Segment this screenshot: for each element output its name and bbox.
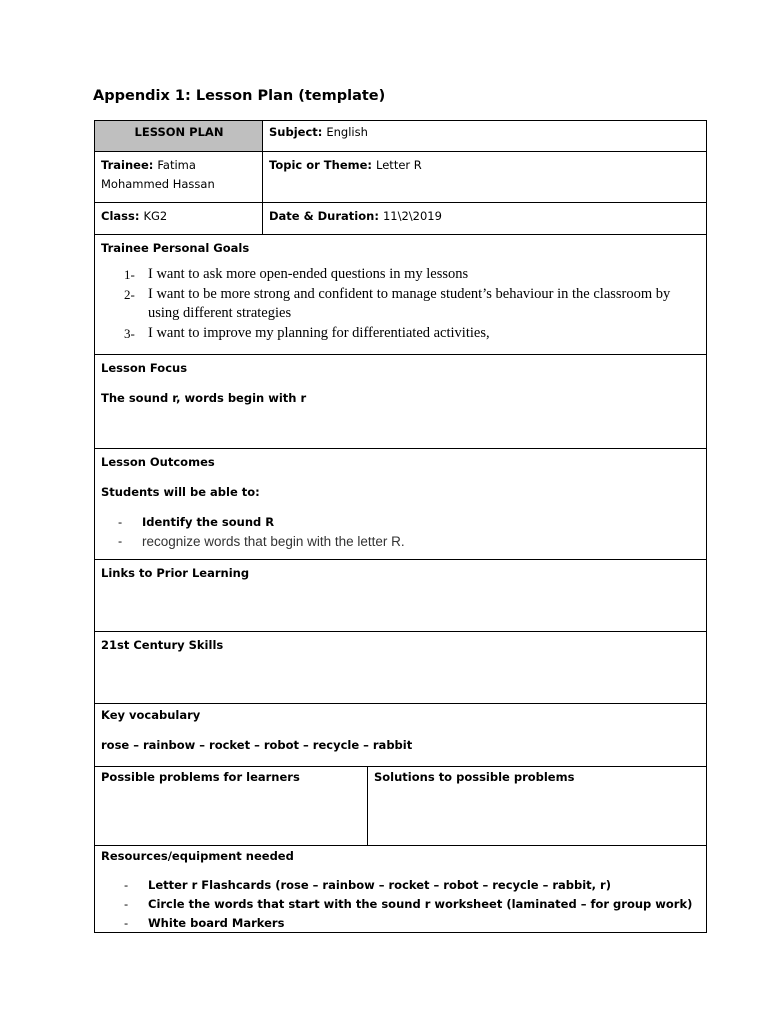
- subject-label: Subject:: [269, 125, 323, 139]
- outcomes-intro: Students will be able to:: [101, 485, 260, 499]
- resources-list: [124, 876, 700, 933]
- resource-item: - Circle the words that start with the sound r worksheet (laminated – for group work): [124, 897, 693, 911]
- row-prior: [95, 560, 706, 632]
- row-header: [95, 121, 706, 152]
- goal-text: I want to be more strong and confident to manage student’s behaviour in the classroom by using different strategies: [148, 285, 671, 321]
- resource-item: - White board Markers: [124, 916, 285, 930]
- row-trainee: [95, 152, 706, 203]
- date-cell: [262, 203, 706, 234]
- row-class: [95, 203, 706, 235]
- goal-item: [124, 324, 696, 344]
- goals-cell: [95, 235, 706, 354]
- class-cell: [95, 203, 263, 234]
- outcome-item: - recognize words that begin with the letter R.: [118, 534, 405, 549]
- class-value: KG2: [143, 209, 168, 223]
- row-skills: [95, 632, 706, 704]
- prior-label: Links to Prior Learning: [101, 566, 250, 580]
- class-label: Class:: [101, 209, 140, 223]
- topic-cell: [262, 152, 706, 202]
- vocab-label: Key vocabulary: [101, 708, 201, 722]
- goals-label: Trainee Personal Goals: [101, 241, 250, 255]
- row-goals: [95, 235, 706, 355]
- row-vocab: [95, 704, 706, 767]
- solutions-label: Solutions to possible problems: [374, 770, 575, 784]
- prior-cell: [95, 560, 706, 631]
- goals-list: [124, 265, 696, 343]
- focus-text: The sound r, words begin with r: [101, 391, 307, 405]
- outcomes-list: [118, 513, 700, 552]
- trainee-label: Trainee:: [101, 158, 154, 172]
- solutions-cell: [367, 767, 706, 845]
- lesson-plan-label: LESSON PLAN: [134, 125, 224, 139]
- row-outcomes: [95, 449, 706, 560]
- document-title: Appendix 1: Lesson Plan (template): [93, 88, 386, 104]
- resources-cell: [95, 846, 706, 932]
- problems-label: Possible problems for learners: [101, 770, 300, 784]
- goal-text: I want to ask more open-ended questions in my lessons: [148, 266, 469, 282]
- row-resources: [95, 846, 706, 932]
- resources-label: Resources/equipment needed: [101, 849, 294, 863]
- trainee-name-rest: Mohammed Hassan: [101, 177, 215, 191]
- outcomes-cell: [95, 449, 706, 559]
- vocab-cell: [95, 704, 706, 766]
- vocab-text: rose – rainbow – rocket – robot – recycle – rabbit: [101, 738, 413, 752]
- outcomes-label: Lesson Outcomes: [101, 455, 215, 469]
- goal-item: [124, 265, 696, 285]
- goal-item: [124, 285, 696, 324]
- row-problems: [95, 767, 706, 846]
- lesson-plan-table: [94, 120, 707, 933]
- goal-number: 2-: [124, 286, 135, 302]
- date-value: 11\2\2019: [382, 209, 442, 223]
- date-label: Date & Duration:: [269, 209, 379, 223]
- skills-cell: [95, 632, 706, 703]
- topic-label: Topic or Theme:: [269, 158, 373, 172]
- trainee-name-first: Fatima: [157, 158, 196, 172]
- skills-label: 21st Century Skills: [101, 638, 224, 652]
- goal-number: 3-: [124, 325, 135, 341]
- subject-value: English: [326, 125, 368, 139]
- topic-value: Letter R: [376, 158, 422, 172]
- problems-left-cell: [95, 767, 368, 845]
- goal-text: I want to improve my planning for differentiated activities,: [148, 324, 490, 341]
- outcome-item: - Identify the sound R: [118, 515, 275, 529]
- resource-item: - Letter r Flashcards (rose – rainbow – rocket – robot – recycle – rabbit, r): [124, 878, 611, 892]
- row-focus: [95, 355, 706, 449]
- goal-number: 1-: [124, 267, 135, 282]
- subject-cell: [262, 121, 706, 151]
- focus-cell: [95, 355, 706, 448]
- trainee-cell: [95, 152, 263, 202]
- focus-label: Lesson Focus: [101, 361, 188, 375]
- lesson-plan-cell: [95, 121, 263, 151]
